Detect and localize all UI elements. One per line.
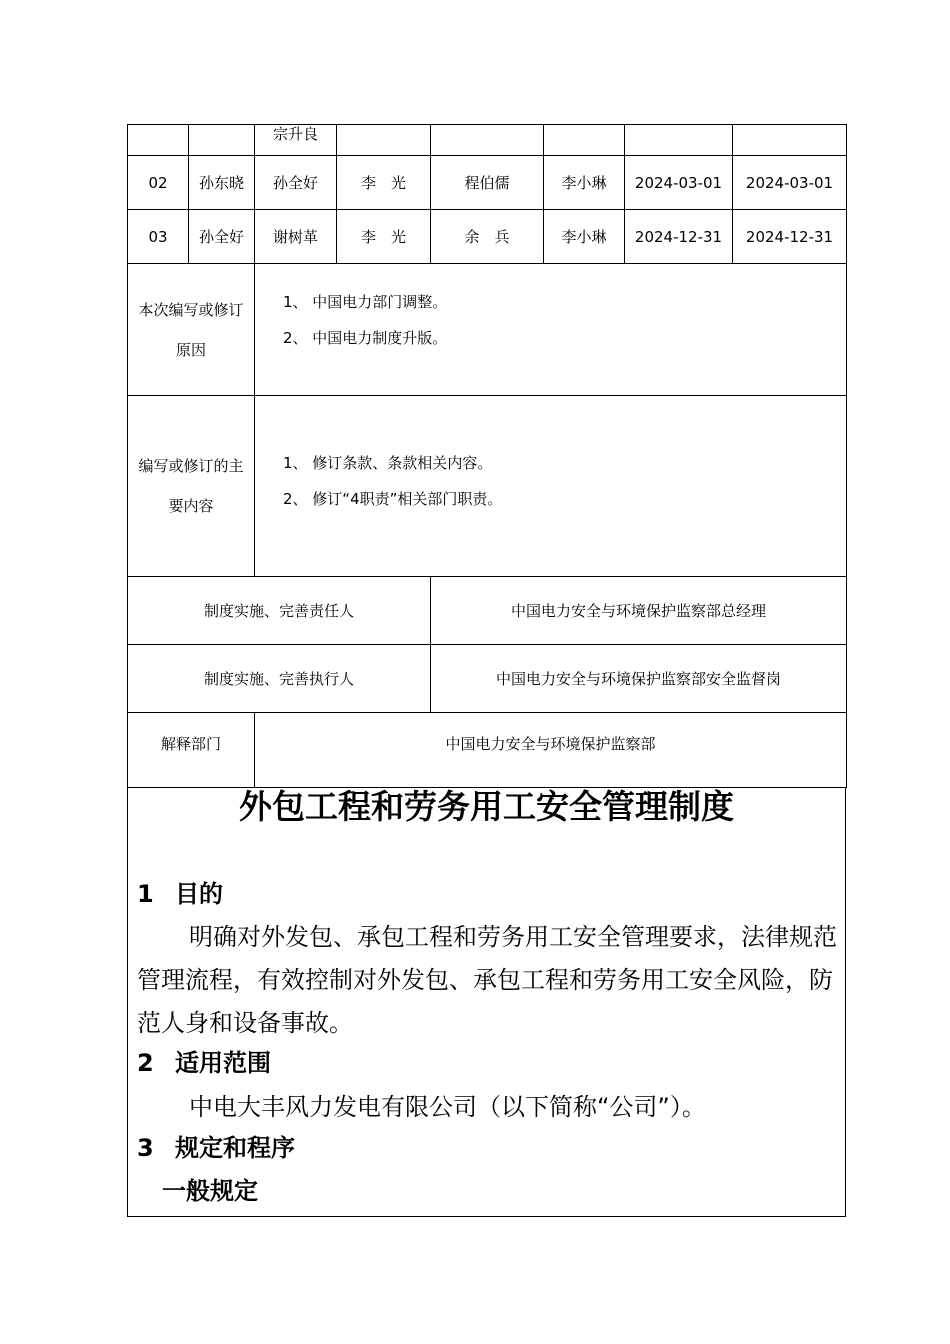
executor-value: 中国电力安全与环境保护监察部安全监督岗 <box>431 645 847 713</box>
executor-label: 制度实施、完善执行人 <box>128 645 431 713</box>
section-heading-purpose <box>137 877 223 911</box>
cell-issuer: 李小琳 <box>544 156 625 210</box>
document-title: 外包工程和劳务用工安全管理制度 <box>239 787 734 826</box>
cell-no: 03 <box>128 210 189 264</box>
interpretation-value: 中国电力安全与环境保护监察部 <box>255 713 847 788</box>
content-content <box>255 396 847 577</box>
responsible-label: 制度实施、完善责任人 <box>128 577 431 645</box>
cell-no: 02 <box>128 156 189 210</box>
content-item: 2、 修订“4职责”相关部门职责。 <box>283 490 503 508</box>
interpretation-row <box>128 713 847 788</box>
cell-reviewer-2 <box>431 125 544 156</box>
reason-label-line2: 原因 <box>175 340 206 359</box>
cell-effective-date <box>733 125 847 156</box>
reason-row <box>128 264 847 396</box>
cell-reviewer: 宗升良 <box>255 125 337 156</box>
section-title: 目的 <box>175 880 223 908</box>
cell-approver <box>337 125 431 156</box>
responsible-row <box>128 577 847 645</box>
content-item: 1、 修订条款、条款相关内容。 <box>283 454 493 472</box>
content-label-line1: 编写或修订的主 <box>138 457 244 475</box>
cell-drafter <box>189 125 255 156</box>
cell-drafter: 孙全好 <box>189 210 255 264</box>
cell-drafter: 孙东晓 <box>189 156 255 210</box>
table-row <box>128 125 847 156</box>
document-body <box>127 787 846 1217</box>
reason-item: 2、 中国电力制度升版。 <box>283 328 448 347</box>
cell-reviewer: 谢树革 <box>255 210 337 264</box>
responsible-value: 中国电力安全与环境保护监察部总经理 <box>431 577 847 645</box>
section-body-scope: 中电大丰风力发电有限公司（以下简称“公司”）。 <box>189 1093 706 1121</box>
section-number: 2 <box>137 1049 154 1077</box>
section-heading-scope <box>137 1046 271 1080</box>
content-row <box>128 396 847 577</box>
subsection-heading-general: 一般规定 <box>162 1177 258 1205</box>
cell-reviewer-2: 余 兵 <box>431 210 544 264</box>
cell-effective-date: 2024-03-01 <box>733 156 847 210</box>
section-body-purpose: 明确对外发包、承包工程和劳务用工安全管理要求，法律规范管理流程，有效控制对外发包、承包工程和劳务用工安全风险，防范人身和设备事故。 <box>137 923 837 1037</box>
table-row <box>128 156 847 210</box>
section-heading-procedures <box>137 1131 295 1165</box>
cell-approver: 李 光 <box>337 156 431 210</box>
cell-approver: 李 光 <box>337 210 431 264</box>
interpretation-label: 解释部门 <box>128 713 255 788</box>
table-row <box>128 210 847 264</box>
cell-no <box>128 125 189 156</box>
cell-reviewer: 孙全好 <box>255 156 337 210</box>
section-title: 适用范围 <box>175 1049 271 1077</box>
revision-table <box>127 124 847 788</box>
content-label <box>128 396 255 577</box>
content-label-line2: 要内容 <box>168 497 214 515</box>
cell-reviewer-2: 程伯儒 <box>431 156 544 210</box>
reason-label <box>128 264 255 396</box>
section-title: 规定和程序 <box>175 1134 295 1162</box>
reason-label-line1: 本次编写或修订 <box>138 300 244 319</box>
cell-issue-date <box>625 125 733 156</box>
reason-item: 1、 中国电力部门调整。 <box>283 292 448 311</box>
reason-content <box>255 264 847 396</box>
cell-issue-date: 2024-03-01 <box>625 156 733 210</box>
cell-effective-date: 2024-12-31 <box>733 210 847 264</box>
cell-issuer <box>544 125 625 156</box>
section-number: 1 <box>137 880 154 908</box>
section-number: 3 <box>137 1134 154 1162</box>
executor-row <box>128 645 847 713</box>
cell-issuer: 李小琳 <box>544 210 625 264</box>
cell-issue-date: 2024-12-31 <box>625 210 733 264</box>
